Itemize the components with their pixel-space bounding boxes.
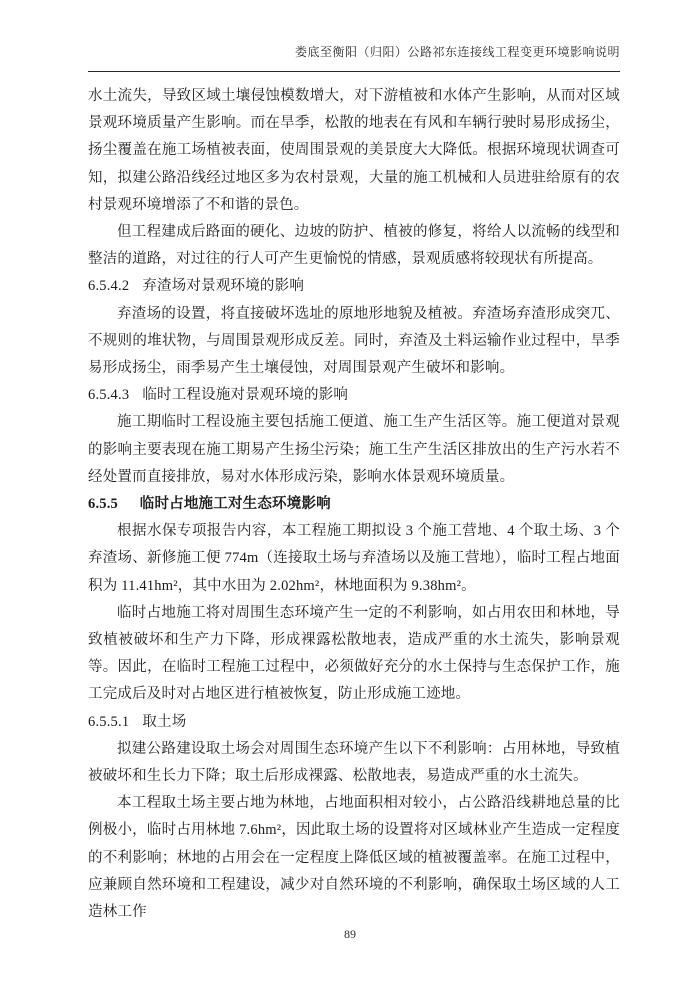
document-body [88,83,620,926]
section-title: 临时工程设施对景观环境的影响 [142,387,349,404]
section-title: 弃渣场对景观环境的影响 [142,278,305,295]
section-heading-6-5-5 [88,491,620,518]
paragraph: 拟建公路建设取土场会对周围生态环境产生以下不利影响：占用林地，导致植被破坏和生长力下降；取土后形成裸露、松散地表，易造成严重的水土流失。 [88,740,620,785]
section-number: 6.5.4.2 [88,278,130,295]
paragraph: 水土流失，导致区域土壤侵蚀模数增大，对下游植被和水体产生影响，从而对区域景观环境质量产生影响。而在旱季，松散的地表在有风和车辆行驶时易形成扬尘，扬尘覆盖在施工场植被表面，使周围景观的美景度大大降低。根据环境现状调查可知，拟建公路沿线经过地区多为农村景观，大量的施工机械和人员进驻给原有的农村景观环境增添了不和谐的景色。 [88,88,620,213]
section-number: 6.5.5.1 [88,713,130,730]
page-footer [0,927,700,942]
section-number: 6.5.5 [88,496,118,513]
section-number: 6.5.4.3 [88,387,130,404]
paragraph: 本工程取土场主要占地为林地，占地面积相对较小，占公路沿线耕地总量的比例极小，临时占用林地 7.6hm²，因此取土场的设置将对区域林业产生造成一定程度的不利影响；林地的占用会在一定程度上降低区域的植被覆盖率。在施工过程中，应兼顾自然环境和工程建设，减少对自然环境的不利影响，确保取土场区域的人工造林工作 [88,795,620,921]
paragraph: 弃渣场的设置，将直接破坏选址的原地形地貌及植被。弃渣场弃渣形成突兀、不规则的堆状物，与周围景观形成反差。同时，弃渣及土料运输作业过程中，旱季易形成扬尘，雨季易产生土壤侵蚀，对周围景观产生破坏和影响。 [88,305,620,377]
paragraph: 临时占地施工将对周围生态环境产生一定的不利影响，如占用农田和林地，导致植被破坏和生产力下降，形成裸露松散地表，造成严重的水土流失，影响景观等。因此，在临时工程施工过程中，必须做好充分的水土保持与生态保护工作，施工完成后及时对占地区进行植被恢复，防止形成施工迹地。 [88,604,620,703]
section-heading-6-5-5-1 [88,709,620,736]
header-divider [88,71,620,72]
running-header [88,44,620,60]
page-number: 89 [344,927,356,941]
section-heading-6-5-4-3 [88,382,620,409]
header-title: 娄底至衡阳（归阳）公路祁东连接线工程变更环境影响说明 [294,45,620,59]
paragraph: 根据水保专项报告内容，本工程施工期拟设 3 个施工营地、4 个取土场、3 个弃渣场、新修施工便 774m（连接取土场与弃渣场以及施工营地），临时工程占地面积为 11.41hm²，其中水田为 2.02hm²，林地面积为 9.38hm²。 [88,523,620,594]
paragraph: 但工程建成后路面的硬化、边坡的防护、植被的修复，将给人以流畅的线型和整洁的道路，对过往的行人可产生更愉悦的情感，景观质感将较现状有所提高。 [88,224,620,268]
section-heading-6-5-4-2 [88,273,620,300]
section-title: 取土场 [142,713,187,730]
paragraph: 施工期临时工程设施主要包括施工便道、施工生产生活区等。施工便道对景观的影响主要表现在施工期易产生扬尘污染；施工生产生活区排放出的生产污水若不经处置而直接排放，易对水体形成污染，影响水体景观环境质量。 [88,414,620,485]
section-title: 临时占地施工对生态环境影响 [139,496,331,513]
